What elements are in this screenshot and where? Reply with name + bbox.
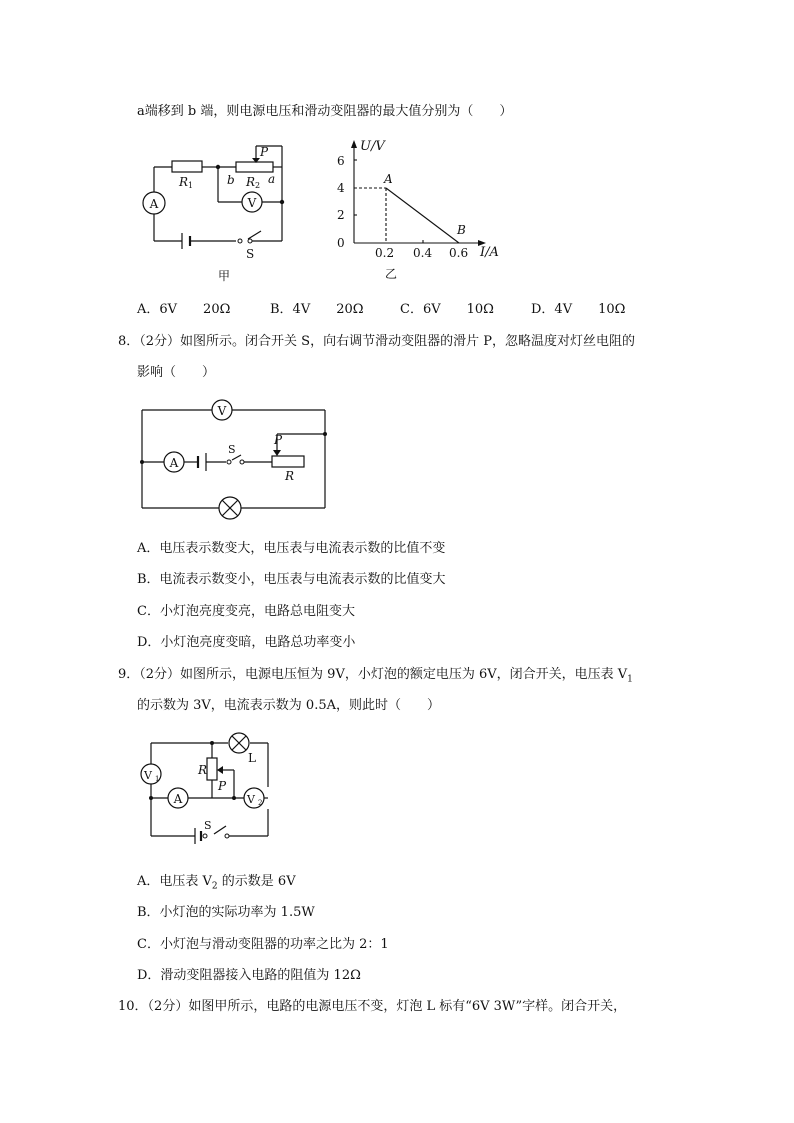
svg-text:2: 2	[337, 208, 345, 222]
svg-text:乙: 乙	[385, 267, 398, 281]
q7-option-d: D．4V 10Ω	[531, 302, 626, 317]
q7-resistor-r1	[172, 161, 202, 172]
q10-question-line1: 10．（2分）如图甲所示，电路的电源电压不变，灯泡 L 标有“6V 3W”字样。闭合开关，	[118, 999, 627, 1014]
q8-option-c: C．小灯泡亮度变亮，电路总电阻变大	[137, 604, 355, 619]
svg-text:A: A	[149, 197, 159, 211]
q9-option-a: A．电压表 $V_2$ 的示数是 6V	[137, 874, 296, 892]
svg-text:1: 1	[188, 181, 194, 190]
svg-text:S: S	[246, 247, 255, 261]
svg-text:0.2: 0.2	[375, 246, 395, 260]
svg-text:P: P	[260, 145, 269, 159]
q8-option-b: B．电流表示数变小，电压表与电流表示数的比值变大	[137, 572, 446, 587]
q8-option-d: D．小灯泡亮度变暗，电路总功率变小	[137, 635, 356, 650]
q7-text-tail: a端移到 b 端，则电源电压和滑动变阻器的最大值分别为（ ）	[137, 104, 513, 119]
svg-text:P: P	[218, 779, 227, 793]
svg-text:V: V	[144, 769, 152, 782]
q7-option-b: B．4V 20Ω	[270, 302, 364, 317]
q9-rheostat	[207, 758, 217, 780]
q7-circuit-figure	[130, 140, 300, 290]
svg-text:S: S	[204, 819, 212, 832]
q8-circuit-figure	[130, 398, 340, 523]
svg-text:V: V	[217, 404, 227, 418]
svg-text:U/V: U/V	[360, 139, 385, 154]
svg-text:a: a	[268, 172, 276, 186]
svg-text:R: R	[179, 175, 189, 189]
q7-option-a: A．6V 20Ω	[137, 302, 231, 317]
svg-text:B: B	[457, 223, 466, 237]
svg-text:b: b	[227, 173, 235, 187]
q8-question-line1: 8．（2分）如图所示。闭合开关 S，向右调节滑动变阻器的滑片 P，忽略温度对灯丝电阻的	[118, 334, 635, 349]
svg-text:L: L	[248, 751, 256, 765]
svg-text:A: A	[169, 456, 179, 470]
svg-text:I/A: I/A	[480, 245, 499, 260]
svg-text:R: R	[198, 763, 208, 777]
q7-rheostat-r2	[236, 162, 273, 172]
svg-text:R: R	[246, 175, 256, 189]
svg-text:2: 2	[255, 181, 261, 190]
svg-text:V: V	[247, 196, 257, 210]
svg-text:V: V	[247, 793, 255, 806]
q8-option-a: A．电压表示数变大，电压表与电流表示数的比值不变	[137, 541, 446, 556]
q9-option-c: C．小灯泡与滑动变阻器的功率之比为 2：1	[137, 937, 389, 952]
q9-option-d: D．滑动变阻器接入电路的阻值为 12Ω	[137, 968, 361, 983]
q9-question-line1: 9．（2分）如图所示，电源电压恒为 9V，小灯泡的额定电压为 6V，闭合开关，电压表 $V_1$	[118, 667, 633, 685]
q7-option-c: C．6V 10Ω	[400, 302, 494, 317]
svg-text:4: 4	[337, 181, 345, 195]
svg-text:1: 1	[155, 775, 160, 783]
svg-text:2: 2	[258, 799, 263, 807]
q7-graph-figure	[330, 132, 510, 290]
q9-option-b: B．小灯泡的实际功率为 1.5W	[137, 905, 315, 920]
svg-text:0: 0	[337, 236, 345, 250]
svg-text:P: P	[274, 433, 283, 447]
svg-text:6: 6	[337, 154, 345, 168]
q9-question-line2: 的示数为 3V，电流表示数为 0.5A，则此时（ ）	[137, 698, 440, 713]
svg-text:A: A	[173, 792, 183, 806]
q8-rheostat	[272, 456, 304, 467]
svg-text:S: S	[228, 443, 236, 456]
svg-text:0.6: 0.6	[449, 246, 469, 260]
svg-text:甲: 甲	[218, 269, 231, 283]
svg-text:0.4: 0.4	[413, 246, 433, 260]
svg-text:R: R	[285, 469, 295, 483]
q9-circuit-figure	[138, 730, 283, 855]
svg-text:A: A	[384, 172, 393, 186]
q8-question-line2: 影响（ ）	[137, 365, 216, 380]
